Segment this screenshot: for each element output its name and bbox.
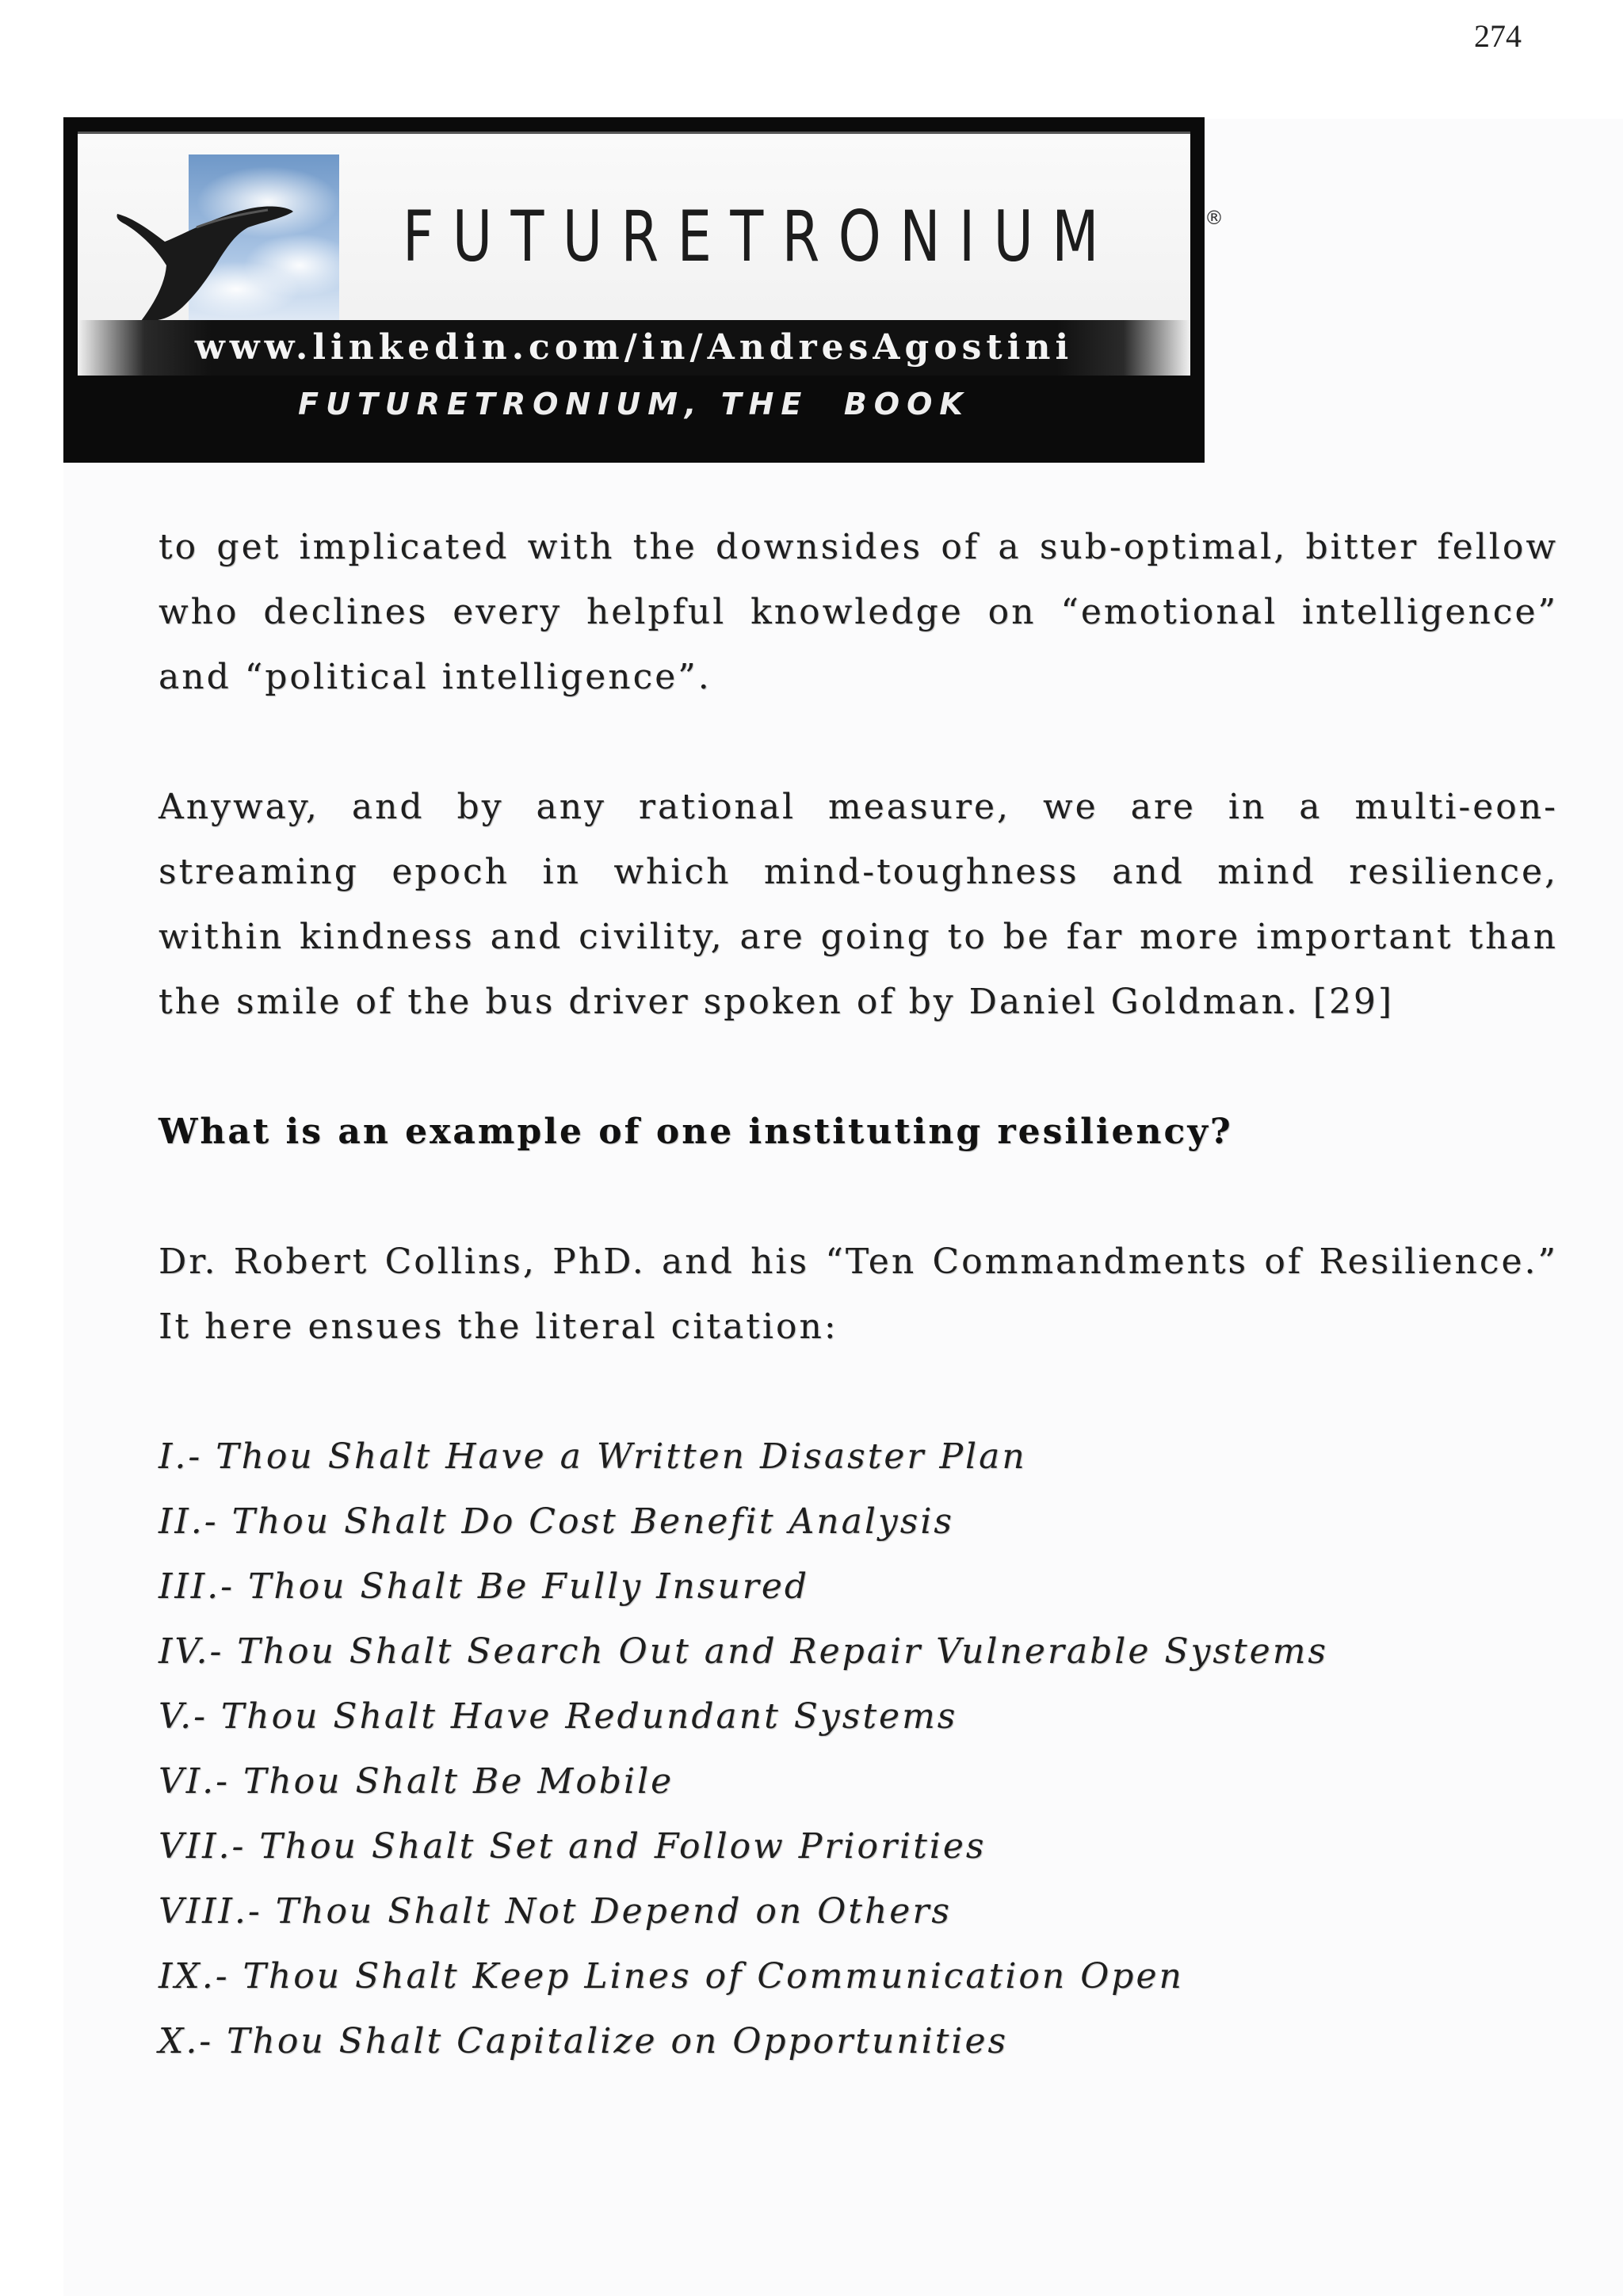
list-item: IV.- Thou Shalt Search Out and Repair Vulnerable Systems [158,1631,1329,1672]
list-item: IX.- Thou Shalt Keep Lines of Communication Open [158,1956,1184,1997]
paragraph: Anyway, and by any rational measure, we are in a multi-eon-streaming epoch in which mind-toughness and mind resilience, within kindness and civility, are going to be far more important than the smile of the bus driver spoken of by Daniel Goldman. [29] [158,787,1558,1022]
section-heading: What is an example of one instituting resiliency? [158,1112,1233,1152]
paragraph: to get implicated with the downsides of a sub-optimal, bitter fellow who declines every helpful knowledge on “emotional intelligence” and “political intelligence”. [158,527,1558,697]
list-item: VI.- Thou Shalt Be Mobile [158,1761,674,1802]
commandments-list [158,1425,1558,2074]
url-band [78,320,1190,376]
page-body [158,515,1558,2074]
list-item: III.- Thou Shalt Be Fully Insured [158,1566,810,1607]
linkedin-url[interactable]: www.linkedin.com/in/AndresAgostini [194,327,1074,368]
hand-sky-icon [109,154,339,321]
list-item: VII.- Thou Shalt Set and Follow Priorities [158,1826,987,1867]
list-item: V.- Thou Shalt Have Redundant Systems [158,1696,958,1737]
list-item: VIII.- Thou Shalt Not Depend on Others [158,1891,952,1932]
book-subtitle: FUTURETRONIUM, THE BOOK [298,387,970,421]
list-item: X.- Thou Shalt Capitalize on Opportunities [158,2021,1009,2061]
page-number: 274 [1474,18,1522,54]
registered-mark: ® [1205,207,1224,229]
intro-paragraph: Dr. Robert Collins, PhD. and his “Ten Commandments of Resilience.” It here ensues the literal citation: [158,1241,1558,1347]
list-item: I.- Thou Shalt Have a Written Disaster Plan [158,1436,1027,1477]
brand-name: FUTURETRONIUM [403,196,1117,277]
hand-sky-image [109,154,339,321]
list-item: II.- Thou Shalt Do Cost Benefit Analysis [158,1501,954,1542]
header-banner [63,117,1224,463]
